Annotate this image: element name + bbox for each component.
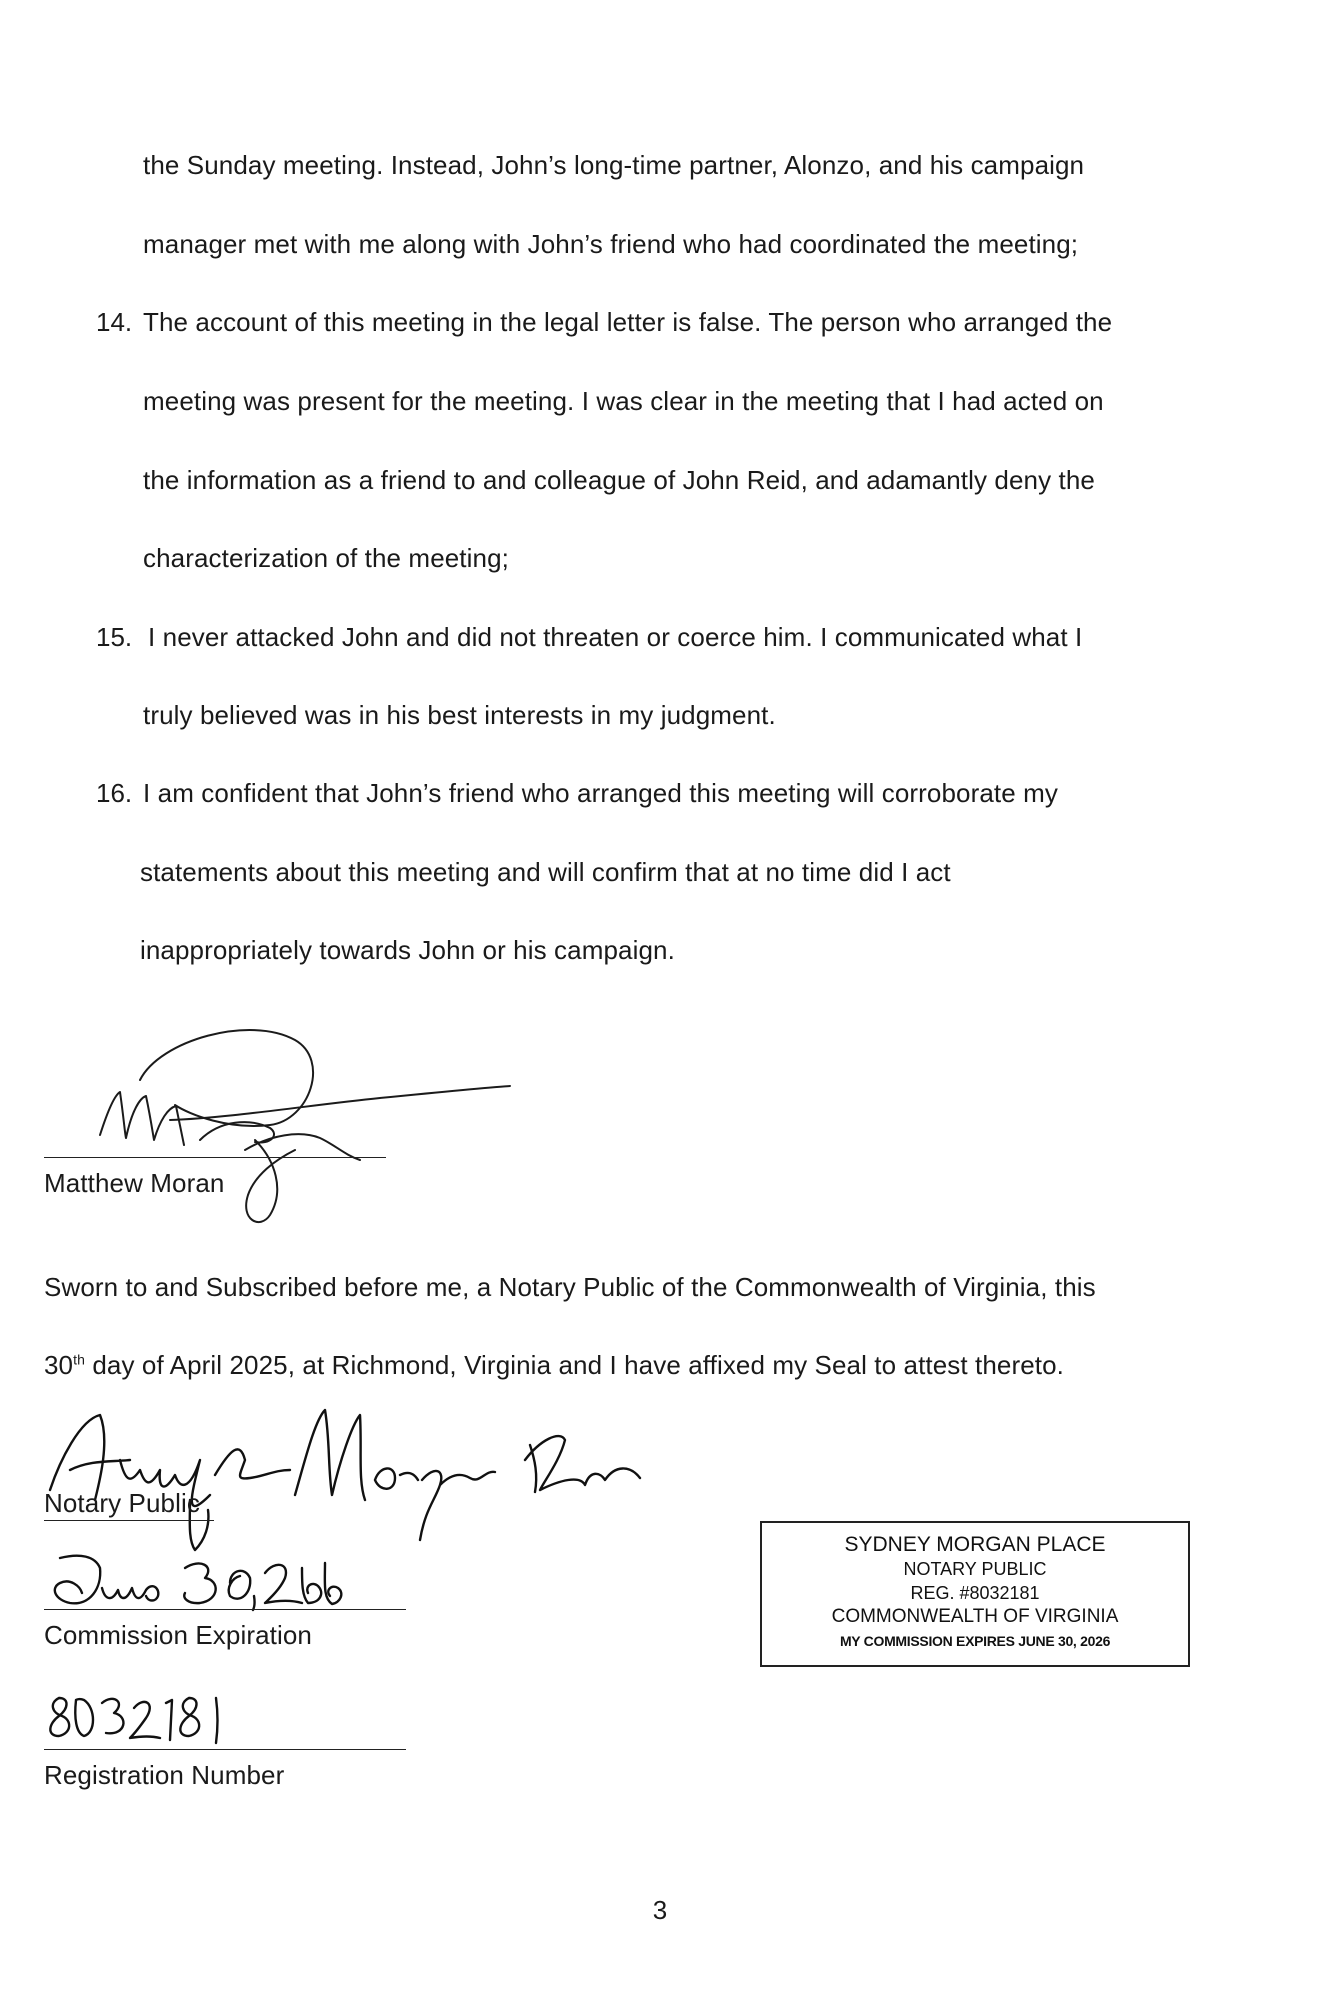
sworn-day: 30 (44, 1350, 74, 1380)
notary-stamp (760, 1521, 1190, 1667)
registration-number-line (44, 1749, 406, 1750)
stamp-name: SYDNEY MORGAN PLACE (844, 1533, 1106, 1556)
item-16-line-3: inappropriately towards John or his campaign. (140, 935, 675, 965)
paragraph-13-line-2: manager met with me along with John’s friend who had coordinated the meeting; (143, 229, 1079, 259)
commission-expiration-label: Commission Expiration (44, 1620, 312, 1650)
registration-number-handwriting (44, 1688, 244, 1748)
paragraph-13-line-1: the Sunday meeting. Instead, John’s long-time partner, Alonzo, and his campaign (143, 150, 1085, 180)
notary-signature-line (44, 1520, 214, 1521)
item-16-number: 16. (96, 778, 133, 808)
item-14-number: 14. (96, 307, 133, 337)
sworn-statement-line-1: Sworn to and Subscribed before me, a Notary Public of the Commonwealth of Virginia, this (44, 1272, 1096, 1302)
item-14-line-4: characterization of the meeting; (143, 543, 509, 573)
signature-line (44, 1157, 386, 1158)
item-15-line-1: I never attacked John and did not threaten or coerce him. I communicated what I (148, 622, 1083, 652)
item-14-line-1: The account of this meeting in the legal letter is false. The person who arranged the (143, 307, 1113, 337)
notary-signature (40, 1400, 660, 1550)
signer-name: Matthew Moran (44, 1168, 225, 1198)
commission-expiration-line (44, 1609, 406, 1610)
sworn-statement-line-2 (44, 1350, 1064, 1381)
stamp-title: NOTARY PUBLIC (903, 1559, 1047, 1579)
sworn-statement-rest: day of April 2025, at Richmond, Virginia and I have affixed my Seal to attest thereto. (85, 1350, 1064, 1380)
item-15-number: 15. (96, 622, 133, 652)
stamp-commonwealth: COMMONWEALTH OF VIRGINIA (831, 1606, 1119, 1627)
sworn-day-suffix: th (73, 1351, 86, 1368)
registration-number-label: Registration Number (44, 1760, 285, 1790)
item-14-line-3: the information as a friend to and colleague of John Reid, and adamantly deny the (143, 465, 1095, 495)
stamp-registration: REG. #8032181 (910, 1583, 1040, 1603)
matthew-moran-signature (80, 1010, 520, 1240)
item-14-line-2: meeting was present for the meeting. I was clear in the meeting that I had acted on (143, 386, 1104, 416)
page-number: 3 (652, 1895, 668, 1925)
item-16-line-2: statements about this meeting and will confirm that at no time did I act (140, 857, 951, 887)
item-16-line-1: I am confident that John’s friend who arranged this meeting will corroborate my (143, 778, 1058, 808)
commission-expiration-handwriting (40, 1548, 350, 1618)
item-15-line-2: truly believed was in his best interests in my judgment. (143, 700, 776, 730)
notary-title-label: Notary Public (44, 1488, 200, 1518)
stamp-expiration: MY COMMISSION EXPIRES JUNE 30, 2026 (839, 1633, 1111, 1649)
